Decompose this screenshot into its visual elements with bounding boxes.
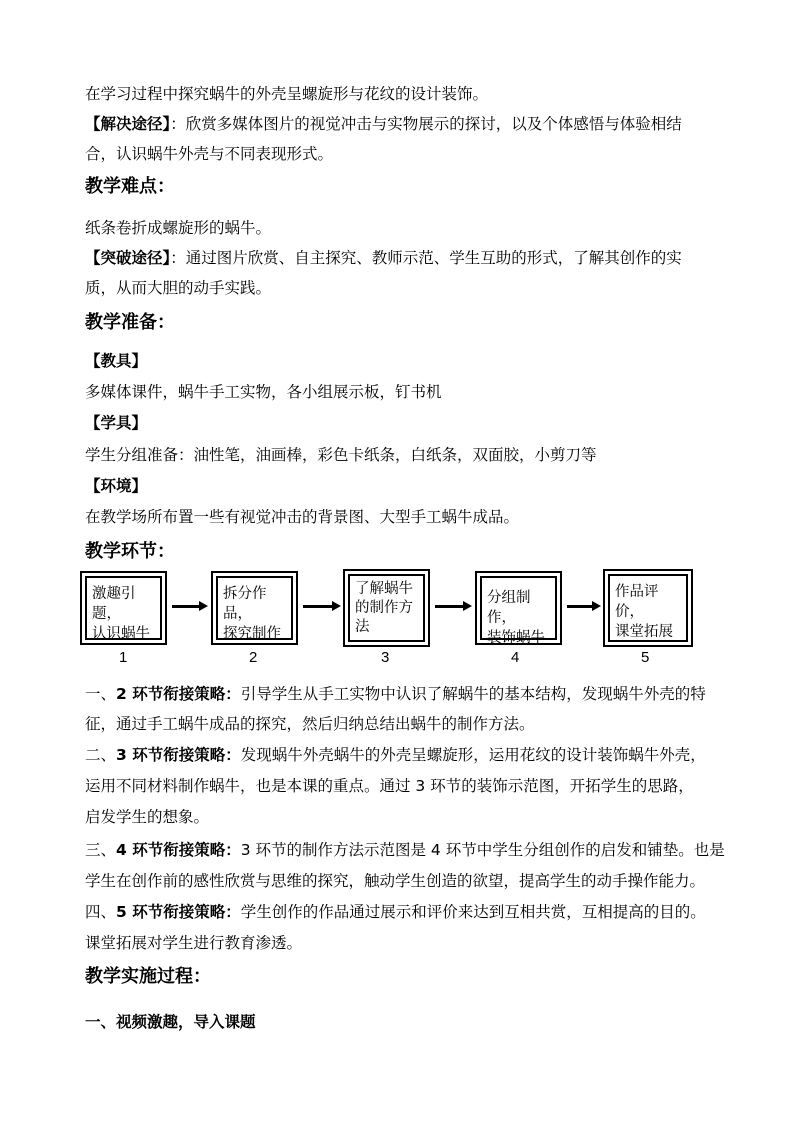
strategy-1-prefix: 一、: [85, 685, 117, 703]
stage-label-4: 分组制作， 装饰蜗牛: [480, 576, 557, 640]
strategy-4-line-2: 课堂拓展对学生进行教育渗透。: [85, 934, 303, 952]
strategy-3-text-1: 3 环节的制作方法示范图是 4 环节中学生分组创作的启发和铺垫。也是: [240, 841, 725, 859]
stage-arrow-head-1: [199, 601, 208, 611]
strategy-3-line-1: [85, 840, 725, 860]
stages-heading: 教学环节：: [85, 541, 175, 562]
strategy-1-line-2: 征，通过手工蜗牛成品的探究，然后归纳总结出蜗牛的制作方法。: [85, 715, 535, 733]
strategy-3-prefix: 三、: [85, 841, 117, 859]
process-heading: 教学实施过程：: [85, 966, 211, 987]
strategy-2-text-1: 发现蜗牛外壳蜗牛的外壳呈螺旋形，运用花纹的设计装饰蜗牛外壳，: [240, 746, 706, 764]
strategy-2-line-3: 启发学生的想象。: [85, 808, 210, 826]
stage-number-2: 2: [249, 649, 258, 666]
intro-line: 在学习过程中探究蜗牛的外壳呈螺旋形与花纹的设计装饰。: [85, 85, 489, 103]
strategy-4-line-1: [85, 902, 715, 922]
stage-number-4: 4: [511, 649, 520, 666]
breakthrough-line-2: 质，从而大胆的动手实践。: [85, 279, 272, 297]
stage-arrow-head-2: [332, 601, 341, 611]
stage-label-2: 拆分作品， 探究制作: [216, 576, 293, 640]
strategy-3-line-2: 学生在创作前的感性欣赏与思维的探究，触动学生创造的欲望，提高学生的动手操作能力。: [85, 872, 706, 890]
stage-box-5: [603, 569, 693, 647]
solution-line-2: 合，认识蜗牛外壳与不同表现形式。: [85, 145, 334, 163]
stage-arrow-head-3: [463, 601, 472, 611]
strategy-1-text-1: 引导学生从手工实物中认识了解蜗牛的基本结构，发现蜗牛外壳的特: [240, 685, 706, 703]
solution-line-1: [85, 114, 715, 134]
strategy-2-line-1: [85, 745, 715, 765]
strategy-1-line-1: [85, 684, 715, 704]
stage-box-4: [475, 571, 562, 645]
stage-arrow-3: [435, 605, 464, 608]
environment-text: 在教学场所布置一些有视觉冲击的背景图、大型手工蜗牛成品。: [85, 508, 520, 526]
breakthrough-label: 【突破途径】: [85, 249, 171, 267]
strategy-2-line-2: 运用不同材料制作蜗牛，也是本课的重点。通过 3 环节的装饰示范图，开拓学生的思路，: [85, 777, 694, 795]
difficulty-heading: 教学难点：: [85, 176, 175, 197]
solution-text-1: ：欣赏多媒体图片的视觉冲击与实物展示的探讨，以及个体感悟与体验相结: [170, 115, 682, 133]
teaching-tools-label: 【教具】: [85, 352, 148, 370]
strategy-2-title: 3 环节衔接策略：: [116, 746, 241, 764]
stage-arrow-2: [303, 605, 333, 608]
solution-label: 【解决途径】: [85, 115, 171, 133]
learning-tools-text: 学生分组准备：油性笔，油画棒，彩色卡纸条，白纸条，双面胶，小剪刀等: [85, 446, 597, 464]
breakthrough-text-1: ：通过图片欣赏、自主探究、教师示范、学生互助的形式，了解其创作的实: [170, 249, 682, 267]
preparation-heading: 教学准备：: [85, 312, 175, 333]
environment-label: 【环境】: [85, 477, 148, 495]
teaching-tools-text: 多媒体课件，蜗牛手工实物，各小组展示板，钉书机: [85, 383, 442, 401]
breakthrough-line-1: [85, 248, 715, 268]
stage-number-5: 5: [641, 649, 650, 666]
stage-label-5: 作品评价， 课堂拓展: [608, 574, 688, 642]
stage-arrow-head-4: [592, 601, 601, 611]
stage-box-2: [211, 571, 298, 645]
stage-box-1: [80, 571, 167, 645]
strategy-4-text-1: 学生创作的作品通过展示和评价来达到互相共赏，互相提高的目的。: [240, 903, 706, 921]
strategy-1-title: 2 环节衔接策略：: [116, 685, 241, 703]
stage-arrow-4: [567, 605, 593, 608]
stage-number-1: 1: [119, 649, 128, 666]
difficulty-text: 纸条卷折成螺旋形的蜗牛。: [85, 219, 272, 237]
strategy-2-prefix: 二、: [85, 746, 117, 764]
strategy-4-prefix: 四、: [85, 903, 117, 921]
strategy-4-title: 5 环节衔接策略：: [116, 903, 241, 921]
process-first-section: 一、视频激趣，导入课题: [85, 1013, 256, 1031]
stage-arrow-1: [172, 605, 200, 608]
strategy-3-title: 4 环节衔接策略：: [116, 841, 241, 859]
learning-tools-label: 【学具】: [85, 414, 148, 432]
stage-label-3: 了解蜗牛 的制作方 法: [348, 574, 425, 642]
stage-label-1: 激趣引题， 认识蜗牛: [85, 576, 162, 640]
stage-box-3: [343, 569, 430, 647]
stage-number-3: 3: [381, 649, 390, 666]
